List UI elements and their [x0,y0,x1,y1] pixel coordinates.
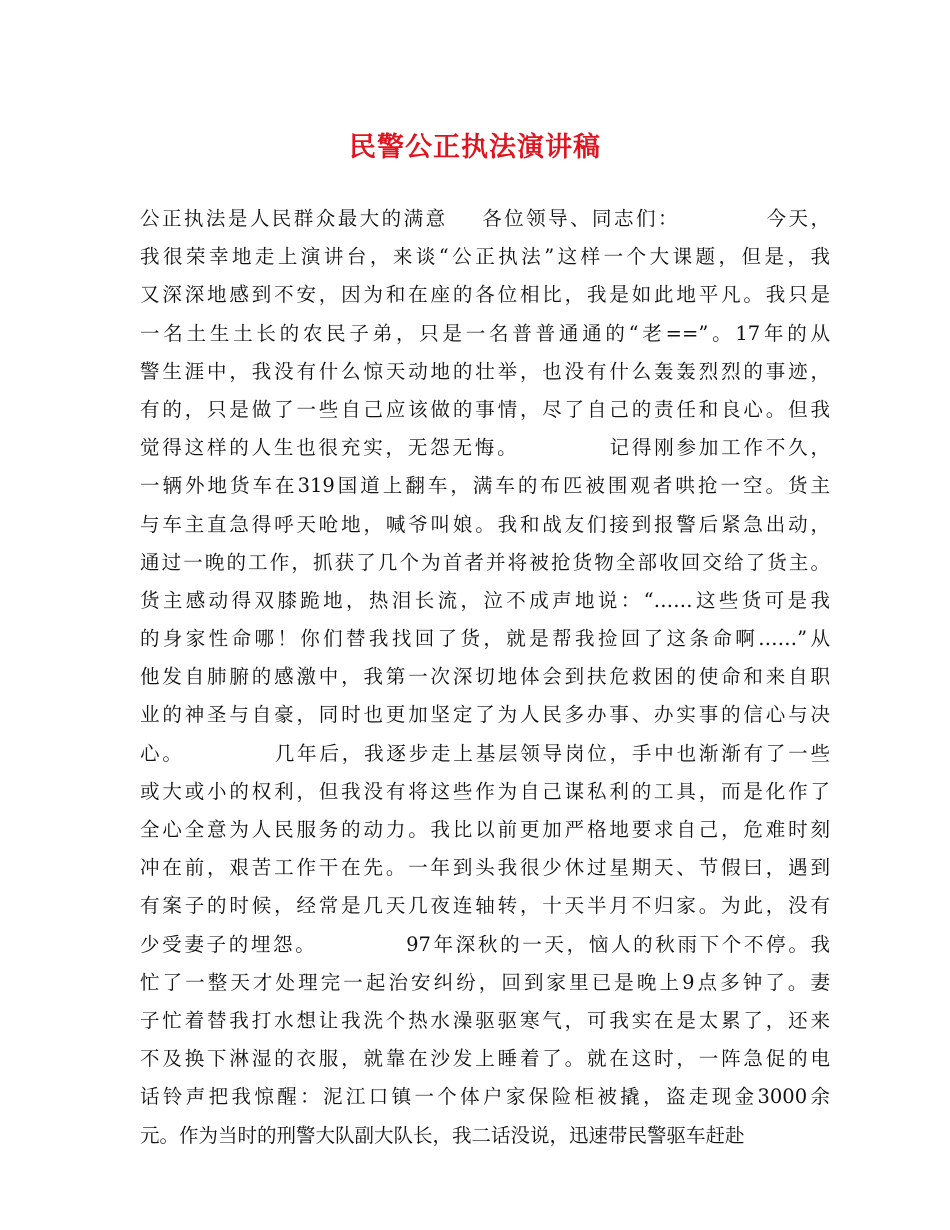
body-line: 一辆外地货车在319国道上翻车，满车的布匹被围观者哄抢一空。货主 [140,474,830,498]
body-line: 与车主直急得呼天呛地，喊爷叫娘。我和战友们接到报警后紧急出动， [140,512,830,536]
body-line: 通过一晚的工作，抓获了几个为首者并将被抢货物全部收回交给了货主。 [140,550,830,574]
body-line: 觉得这样的人生也很充实，无怨无悔。 记得刚参加工作不久， [140,436,830,460]
body-line: 公正执法是人民群众最大的满意 各位领导、同志们： 今天， [140,207,830,230]
body-line: 货主感动得双膝跪地，热泪长流，泣不成声地说：“……这些货可是我 [140,588,830,612]
body-line: 元。作为当时的刑警大队副大队长，我二话没说，迅速带民警驱车赶赴 [140,1123,745,1147]
body-line: 少受妻子的埋怨。 97年深秋的一天，恼人的秋雨下个不停。我 [140,932,830,956]
document-body [140,200,830,1155]
body-line: 不及换下淋湿的衣服，就靠在沙发上睡着了。就在这时，一阵急促的电 [140,1047,830,1071]
body-line: 子忙着替我打水想让我洗个热水澡驱驱寒气，可我实在是太累了，还来 [140,1008,830,1032]
document-title: 民警公正执法演讲稿 [349,132,601,163]
body-line: 或大或小的权利，但我没有将这些作为自己谋私利的工具，而是化作了 [140,779,830,803]
body-line: 业的神圣与自豪，同时也更加坚定了为人民多办事、办实事的信心与决 [140,703,830,727]
body-line: 有的，只是做了一些自己应该做的事情，尽了自己的责任和良心。但我 [140,397,830,421]
body-line: 全心全意为人民服务的动力。我比以前更加严格地要求自己，危难时刻 [140,818,830,841]
body-line: 的身家性命哪！你们替我找回了货，就是帮我捡回了这条命啊……”从 [140,627,830,651]
body-line: 警生涯中，我没有什么惊天动地的壮举，也没有什么轰轰烈烈的事迹， [140,359,830,383]
body-line: 他发自肺腑的感激中，我第一次深切地体会到扶危救困的使命和来自职 [140,665,830,689]
body-line: 有案子的时候，经常是几天几夜连轴转，十天半月不归家。为此，没有 [140,894,830,918]
body-line: 忙了一整天才处理完一起治安纠纷，回到家里已是晚上9点多钟了。妻 [140,970,830,994]
body-line: 一名土生土长的农民子弟，只是一名普普通通的“老==”。17年的从 [140,321,830,345]
body-line: 又深深地感到不安，因为和在座的各位相比，我是如此地平凡。我只是 [140,283,830,307]
body-line: 冲在前，艰苦工作干在先。一年到头我很少休过星期天、节假曰，遇到 [140,856,830,880]
body-line: 话铃声把我惊醒：泥江口镇一个体户家保险柜被撬，盗走现金3000余 [140,1085,830,1109]
body-line: 我很荣幸地走上演讲台，来谈“公正执法”这样一个大课题，但是，我 [140,245,830,269]
body-line: 心。 几年后，我逐步走上基层领导岗位，手中也渐渐有了一些 [140,741,830,765]
